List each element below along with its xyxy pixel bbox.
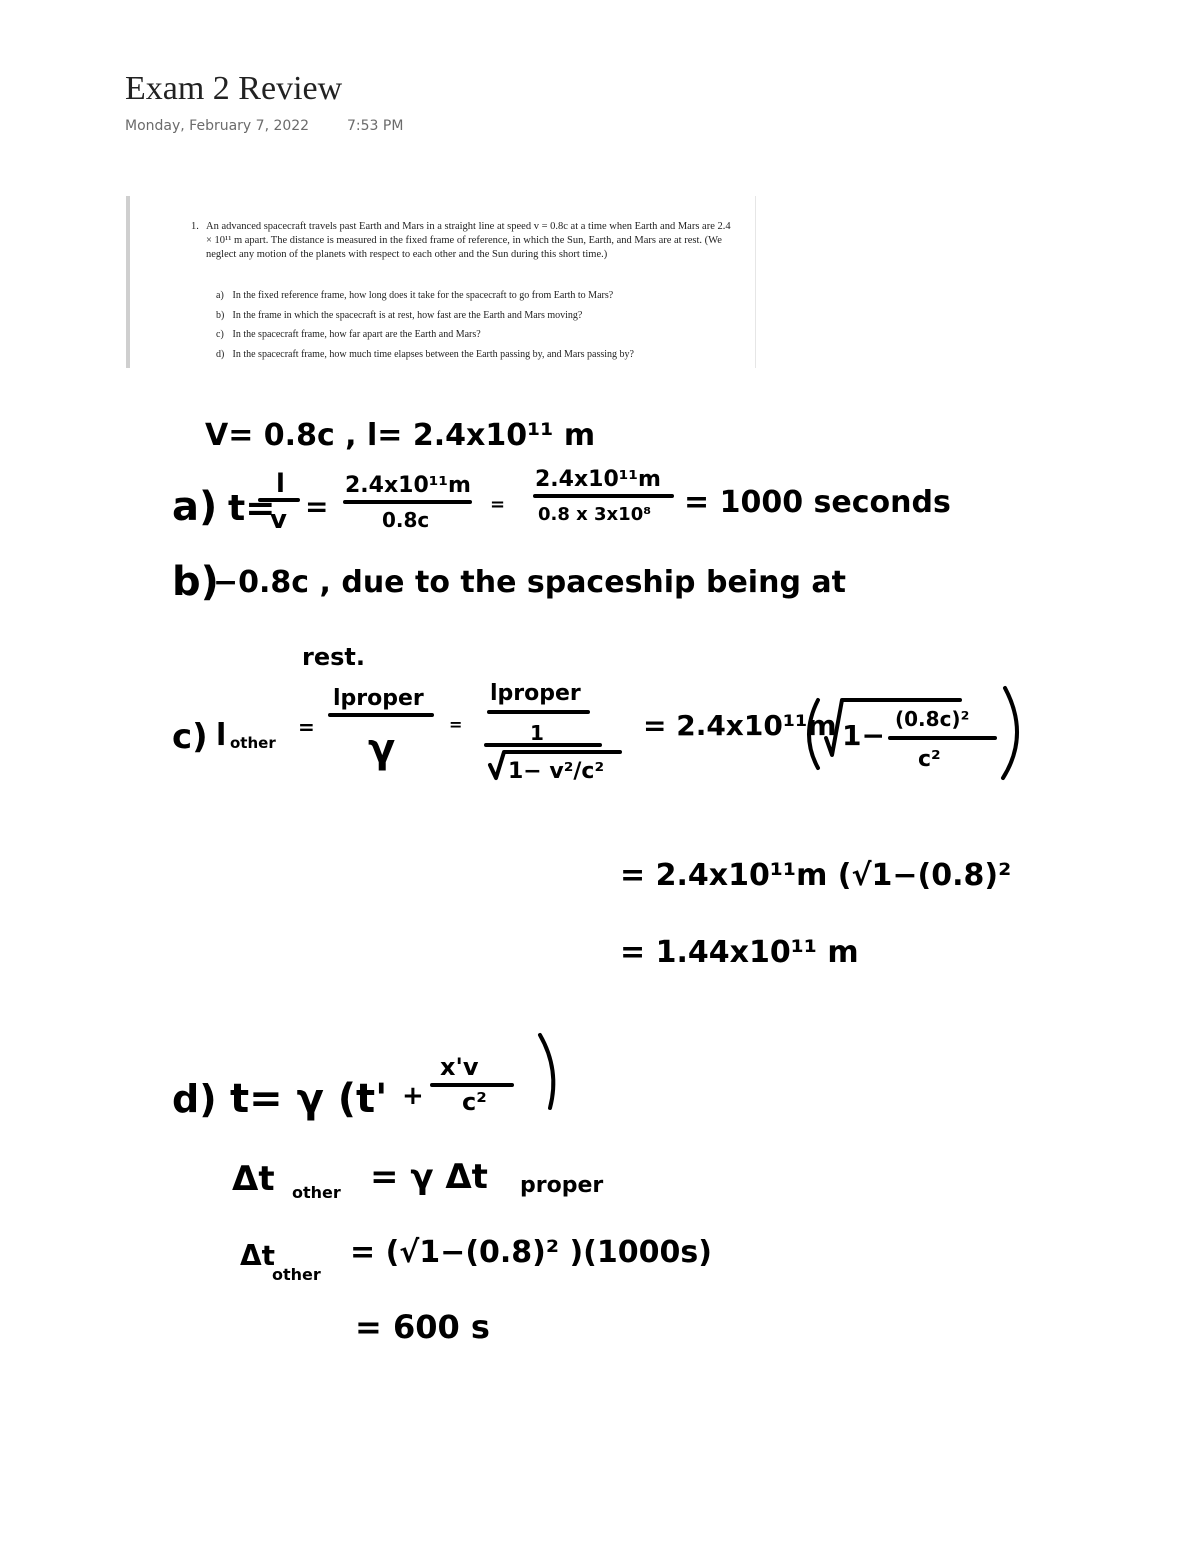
part-c-eq2: =: [449, 715, 463, 734]
page-title: Exam 2 Review: [125, 70, 343, 107]
part-a-eq2: =: [490, 494, 506, 515]
part-d-label: d): [172, 1077, 217, 1121]
part-c-frac2-mid: 1: [530, 721, 544, 745]
part-d: [172, 1035, 712, 1346]
part-a-label: a): [172, 484, 218, 530]
part-d-line1-frac-den: c²: [462, 1088, 487, 1116]
part-c-rhs-frac-num: (0.8c)²: [895, 707, 970, 731]
part-d-line1-lhs: t= γ (t': [230, 1076, 388, 1122]
part-c-frac1-den: γ: [368, 726, 396, 772]
part-d-line3-sub: other: [272, 1265, 321, 1284]
part-c-label: c): [172, 717, 208, 757]
part-d-line2-rhs-sub: proper: [520, 1173, 604, 1198]
page-date: Monday, February 7, 2022: [125, 118, 310, 134]
problem-text: An advanced spacecraft travels past Earth and Mars in a straight line at speed v = 0.8c at a time when Earth and Mars are 2.4 × 10¹¹ m apart. The distance is measured in the fixed frame of reference, in which the Sun, Earth, and Mars are at rest. (We neglect any motion of the planets with respect to each other and the Sun during this short time.): [206, 221, 731, 261]
page-time: 7:53 PM: [347, 118, 404, 134]
part-d-line1-plus: +: [402, 1081, 424, 1111]
part-a-frac2-den: 0.8c: [382, 508, 430, 532]
part-d-line4: = 600 s: [355, 1308, 490, 1346]
part-a-result: = 1000 seconds: [684, 485, 951, 520]
part-c-eq: =: [298, 715, 315, 739]
problem-number: 1.: [191, 221, 199, 232]
part-c-frac2-num: lproper: [490, 681, 581, 706]
part-d-line2-sub: other: [292, 1183, 341, 1202]
part-d-line3-rhs: = (√1−(0.8)² )(1000s): [350, 1235, 712, 1270]
part-d-line2-rhs: = γ Δt: [370, 1157, 488, 1197]
subquestion-text: In the fixed reference frame, how long does it take for the spacecraft to go from Earth to Mars?: [232, 290, 614, 301]
subquestion-label: a): [216, 290, 224, 301]
subquestion-label: d): [216, 348, 225, 360]
part-b-line1: −0.8c , due to the spaceship being at: [213, 565, 846, 600]
part-a-frac1-den: v: [270, 505, 287, 535]
part-c-rhs-frac-den: c²: [918, 747, 941, 772]
subquestion-label: c): [216, 329, 224, 340]
part-c-step3: = 1.44x10¹¹ m: [620, 935, 859, 970]
part-c-lhs: l: [216, 718, 227, 753]
part-c-rhs-inner: 1−: [842, 719, 885, 752]
part-c-rhs: = 2.4x10¹¹m: [643, 709, 837, 742]
part-a-frac2-num: 2.4x10¹¹m: [345, 473, 471, 498]
part-c-step2: = 2.4x10¹¹m (√1−(0.8)²: [620, 858, 1012, 893]
part-a-frac3-den: 0.8 x 3x10⁸: [538, 504, 652, 525]
part-c: [172, 681, 1017, 970]
part-a-frac1-num: l: [276, 469, 285, 499]
subquestion-text: In the spacecraft frame, how much time elapses between the Earth passing by, and Mars passing by?: [232, 348, 634, 360]
part-b: [172, 559, 846, 671]
part-d-line1-frac-num: x'v: [440, 1053, 479, 1081]
subquestion-text: In the spacecraft frame, how far apart are the Earth and Mars?: [232, 329, 481, 340]
part-d-line3: Δt: [240, 1239, 276, 1272]
part-b-label: b): [172, 559, 219, 605]
subquestion-label: b): [216, 309, 225, 321]
part-c-lhs-sub: other: [230, 734, 276, 752]
part-a: [172, 467, 951, 535]
part-d-line2: Δt: [232, 1159, 275, 1199]
part-c-frac2-den: 1− v²/c²: [508, 759, 605, 784]
part-a-frac3-num: 2.4x10¹¹m: [535, 467, 661, 492]
subquestion-text: In the frame in which the spacecraft is at rest, how fast are the Earth and Mars moving?: [232, 309, 583, 321]
part-a-lhs: t=: [228, 488, 276, 529]
given-values: V= 0.8c , l= 2.4x10¹¹ m: [205, 418, 596, 453]
part-c-frac1-num: lproper: [333, 686, 424, 711]
part-b-line2: rest.: [302, 643, 365, 671]
part-a-eq: =: [305, 490, 329, 523]
